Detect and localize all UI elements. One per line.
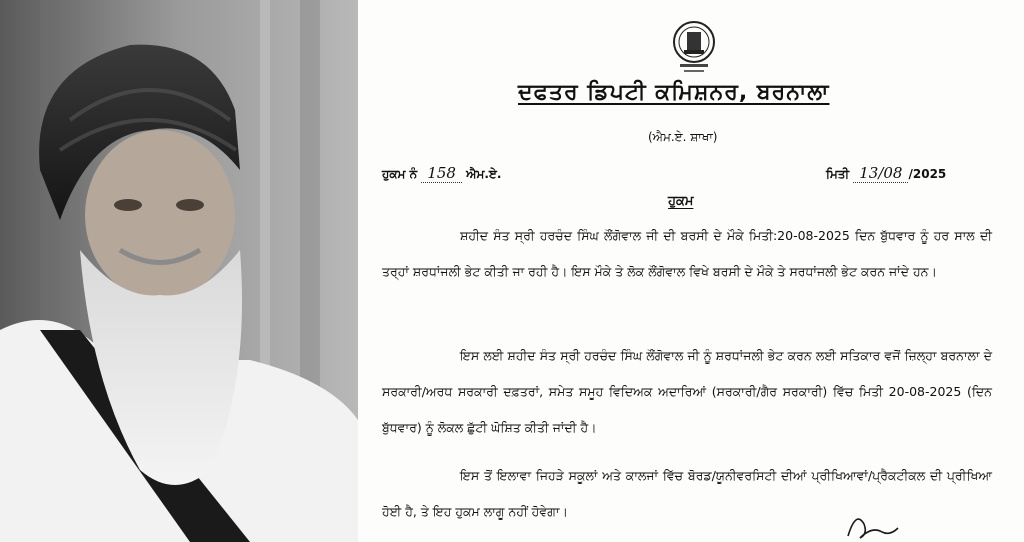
order-suffix: ਐਮ.ਏ. bbox=[466, 167, 502, 181]
paragraph-2: ਇਸ ਲਈ ਸ਼ਹੀਦ ਸੰਤ ਸ੍ਰੀ ਹਰਚੰਦ ਸਿੰਘ ਲੌਂਗੋਵਾਲ ਜੀ ਨੂੰ ਸ਼ਰਧਾਂਜਲੀ ਭੇਟ ਕਰਨ ਲਈ ਸਤਿਕਾਰ ਵਜੋਂ ਜ਼ਿਲ੍ਹਾ ਬਰਨਾਲਾ ਦੇ ਸਰਕਾਰੀ/ਅਰਧ ਸਰਕਾਰੀ ਦਫ਼ਤਰਾਂ, ਸਮੇਤ ਸਮੂਹ ਵਿਦਿਅਕ ਅਦਾਰਿਆਂ (ਸਰਕਾਰੀ/ਗੈਰ ਸਰਕਾਰੀ) ਵਿੱਚ ਮਿਤੀ 20-08-2025 (ਦਿਨ ਬੁੱਧਵਾਰ) ਨੂੰ ਲੋਕਲ ਛੁੱਟੀ ਘੋਸ਼ਿਤ ਕੀਤੀ ਜਾਂਦੀ ਹੈ। bbox=[382, 348, 992, 435]
date-year: /2025 bbox=[908, 167, 947, 181]
signature-mark bbox=[842, 506, 902, 542]
order-number-line bbox=[382, 164, 501, 182]
order-label: ਹੁਕਮ ਨੰ bbox=[382, 167, 418, 181]
date-label: ਮਿਤੀ bbox=[826, 167, 850, 181]
date-value: 13/08 bbox=[853, 164, 908, 183]
portrait-photo bbox=[0, 0, 358, 542]
state-emblem-icon bbox=[672, 20, 716, 78]
paragraph-3: ਇਸ ਤੋਂ ਇਲਾਵਾ ਜਿਹੜੇ ਸਕੂਲਾਂ ਅਤੇ ਕਾਲਜਾਂ ਵਿੱਚ ਬੋਰਡ/ਯੂਨੀਵਰਸਿਟੀ ਦੀਆਂ ਪ੍ਰੀਖਿਆਵਾਂ/ਪ੍ਰੈਕਟੀਕਲ ਦੀ ਪ੍ਰੀਖਿਆ ਹੋਈ ਹੈ, ਤੇ ਇਹ ਹੁਕਮ ਲਾਗੂ ਨਹੀਂ ਹੋਵੇਗਾ। bbox=[382, 468, 992, 519]
branch-label: (ਐਮ.ਏ. ਸ਼ਾਖਾ) bbox=[648, 130, 718, 144]
office-title: ਦਫਤਰ ਡਿਪਟੀ ਕਮਿਸ਼ਨਰ, ਬਰਨਾਲਾ bbox=[518, 80, 830, 105]
order-number: 158 bbox=[421, 164, 462, 183]
date-line bbox=[826, 164, 946, 182]
portrait-image bbox=[0, 0, 358, 542]
paragraph-1: ਸ਼ਹੀਦ ਸੰਤ ਸ੍ਰੀ ਹਰਚੰਦ ਸਿੰਘ ਲੌਂਗੋਵਾਲ ਜੀ ਦੀ ਬਰਸੀ ਦੇ ਮੌਕੇ ਮਿਤੀ:20-08-2025 ਦਿਨ ਬੁੱਧਵਾਰ ਨੂੰ ਹਰ ਸਾਲ ਦੀ ਤਰ੍ਹਾਂ ਸ਼ਰਧਾਂਜਲੀ ਭੇਟ ਕੀਤੀ ਜਾ ਰਹੀ ਹੈ। ਇਸ ਮੌਕੇ ਤੇ ਲੋਕ ਲੌਂਗੋਵਾਲ ਵਿਖੇ ਬਰਸੀ ਦੇ ਮੌਕੇ ਤੇ ਸਰਧਾਂਜਲੀ ਭੇਟ ਕਰਨ ਜਾਂਦੇ ਹਨ। bbox=[382, 228, 992, 279]
order-heading: ਹੁਕਮ bbox=[668, 194, 694, 209]
government-order-document bbox=[358, 0, 1024, 542]
